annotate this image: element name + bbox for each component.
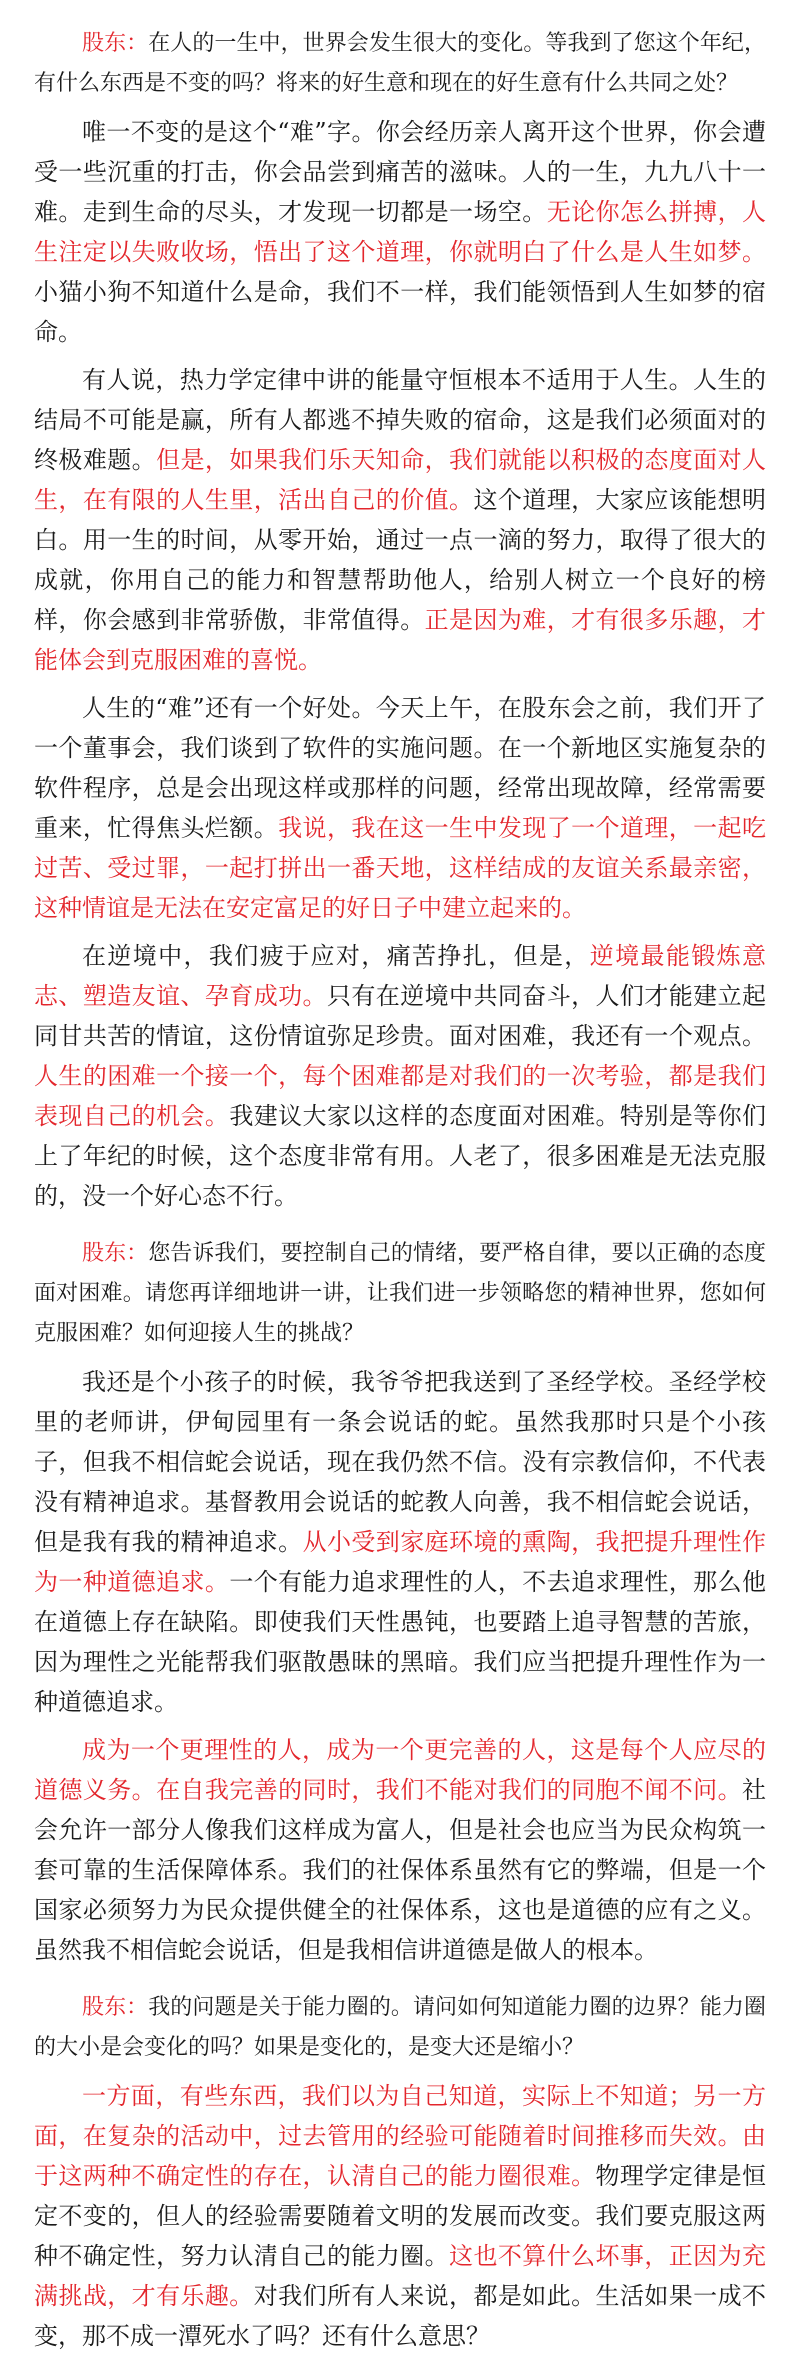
answer-text: 小猫小狗不知道什么是命，我们不一样，我们能领悟到人生如梦的宿命。 <box>34 278 766 346</box>
answer-highlight: 我说，我在这一生中发现了一个道理，一起吃过苦、受过罪，一起打拼出一番天地，这样结成的友谊关系最亲密，这种情谊是无法在安定富足的好日子中建立起来的。 <box>34 814 767 922</box>
qa-section-2 <box>34 1234 766 1970</box>
question-3 <box>34 1988 766 2068</box>
answer-paragraph <box>34 936 766 1216</box>
speaker-label: 股东： <box>82 31 149 56</box>
answer-paragraph <box>34 688 766 928</box>
qa-section-1 <box>34 24 766 1216</box>
answer-text: 一个有能力追求理性的人，不去追求理性，那么他在道德上存在缺陷。即使我们天性愚钝，也要踏上追寻智慧的苦旅，因为理性之光能帮我们驱散愚昧的黑暗。我们应当把提升理性作为一种道德追求。 <box>34 1568 767 1716</box>
answer-text: 我建议大家以这样的态度面对困难。特别是等你们上了年纪的时候，这个态度非常有用。人老了，很多困难是无法克服的，没一个好心态不行。 <box>34 1102 767 1210</box>
answer-text: 这个道理，大家应该能想明白。用一生的时间，从零开始，通过一点一滴的努力，取得了很大的成就，你用自己的能力和智慧帮助他人，给别人树立一个良好的榜样，你会感到非常骄傲，非常值得。 <box>34 486 767 634</box>
qa-section-3 <box>34 1988 766 2356</box>
question-text: 您告诉我们，要控制自己的情绪，要严格自律，要以正确的态度面对困难。请您再详细地讲一讲，让我们进一步领略您的精神世界，您如何克服困难？如何迎接人生的挑战？ <box>34 1241 766 1346</box>
answer-paragraph <box>34 360 766 680</box>
answer-text: 物理学定律是恒定不变的，但人的经验需要随着文明的发展而改变。我们要克服这两种不确定性，努力认清自己的能力圈。 <box>34 2162 766 2270</box>
speaker-label: 股东： <box>82 1995 149 2020</box>
question-1 <box>34 24 766 104</box>
answer-highlight: 这也不算什么坏事，正因为充满挑战，才有乐趣。 <box>34 2242 767 2310</box>
answer-text: 对我们所有人来说，都是如此。生活如果一成不变，那不成一潭死水了吗？还有什么意思？ <box>34 2282 767 2350</box>
answer-highlight: 一方面，有些东西，我们以为自己知道，实际上不知道；另一方面，在复杂的活动中，过去管用的经验可能随着时间推移而失效。由于这两种不确定性的存在，认清自己的能力圈很难。 <box>34 2082 766 2190</box>
answer-highlight: 人生的困难一个接一个，每个困难都是对我们的一次考验，都是我们表现自己的机会。 <box>34 1062 766 1130</box>
answer-text: 人生的“难”还有一个好处。今天上午，在股东会之前，我们开了一个董事会，我们谈到了软件的实施问题。在一个新地区实施复杂的软件程序，总是会出现这样或那样的问题，经常出现故障，经常需要重来，忙得焦头烂额。 <box>34 694 766 842</box>
question-text: 我的问题是关于能力圈的。请问如何知道能力圈的边界？能力圈的大小是会变化的吗？如果是变化的，是变大还是缩小？ <box>34 1995 766 2060</box>
speaker-label: 股东： <box>82 1241 149 1266</box>
answer-paragraph <box>34 112 766 352</box>
answer-highlight: 逆境最能锻炼意志、塑造友谊、孕育成功。 <box>34 942 767 1010</box>
answer-text: 在逆境中，我们疲于应对，痛苦挣扎，但是， <box>82 942 590 970</box>
answer-paragraph <box>34 1730 766 1970</box>
answer-text: 社会允许一部分人像我们这样成为富人，但是社会也应当为民众构筑一套可靠的生活保障体系。我们的社保体系虽然有它的弊端，但是一个国家必须努力为民众提供健全的社保体系，这也是道德的应有之义。虽然我不相信蛇会说话，但是我相信讲道德是做人的根本。 <box>34 1776 766 1964</box>
answer-text: 有人说，热力学定律中讲的能量守恒根本不适用于人生。人生的结局不可能是赢，所有人都逃不掉失败的宿命，这是我们必须面对的终极难题。 <box>34 366 766 474</box>
answer-highlight: 正是因为难，才有很多乐趣，才能体会到克服困难的喜悦。 <box>34 606 767 674</box>
answer-text: 只有在逆境中共同奋斗，人们才能建立起同甘共苦的情谊，这份情谊弥足珍贵。面对困难，我还有一个观点。 <box>34 982 767 1050</box>
answer-highlight: 但是，如果我们乐天知命，我们就能以积极的态度面对人生，在有限的人生里，活出自己的价值。 <box>34 446 767 514</box>
answer-paragraph <box>34 2076 766 2356</box>
answer-highlight: 无论你怎么拼搏，人生注定以失败收场，悟出了这个道理，你就明白了什么是人生如梦。 <box>34 198 767 266</box>
section-divider <box>34 1216 766 1234</box>
answer-text: 我还是个小孩子的时候，我爷爷把我送到了圣经学校。圣经学校里的老师讲，伊甸园里有一条会说话的蛇。虽然我那时只是个小孩子，但我不相信蛇会说话，现在我仍然不信。没有宗教信仰，不代表没有精神追求。基督教用会说话的蛇教人向善，我不相信蛇会说话，但是我有我的精神追求。 <box>34 1368 766 1556</box>
section-divider <box>34 1970 766 1988</box>
answer-highlight: 从小受到家庭环境的熏陶，我把提升理性作为一种道德追求。 <box>34 1528 767 1596</box>
answer-text: 唯一不变的是这个“难”字。你会经历亲人离开这个世界，你会遭受一些沉重的打击，你会品尝到痛苦的滋味。人的一生，九九八十一难。走到生命的尽头，才发现一切都是一场空。 <box>34 118 766 226</box>
answer-highlight: 成为一个更理性的人，成为一个更完善的人，这是每个人应尽的道德义务。在自我完善的同时，我们不能对我们的同胞不闻不问。 <box>34 1736 766 1804</box>
question-text: 在人的一生中，世界会发生很大的变化。等我到了您这个年纪，有什么东西是不变的吗？将来的好生意和现在的好生意有什么共同之处？ <box>34 31 766 96</box>
answer-paragraph <box>34 1362 766 1722</box>
question-2 <box>34 1234 766 1354</box>
